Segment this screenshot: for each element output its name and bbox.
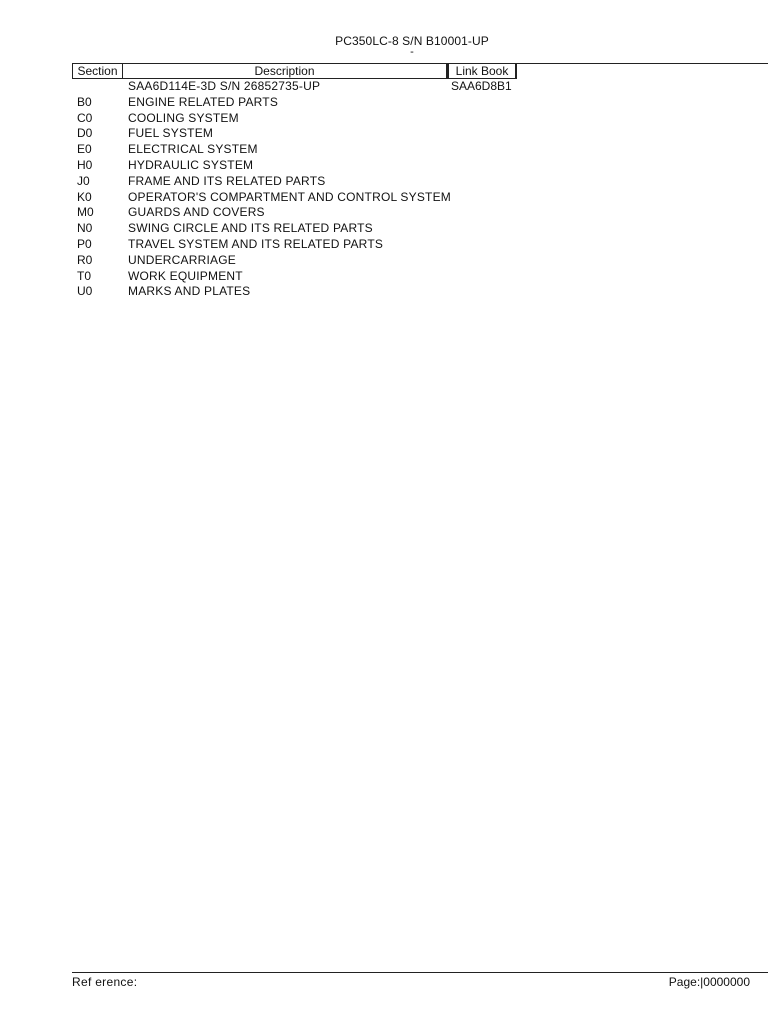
section-code: E0 <box>77 142 92 157</box>
footer-page-number: Page:|0000000 <box>668 975 750 989</box>
link-book: SAA6D8B1 <box>451 79 512 93</box>
section-description: MARKS AND PLATES <box>128 284 251 299</box>
section-description: SAA6D114E-3D S/N 26852735-UP <box>128 79 321 93</box>
table-row[interactable] <box>0 205 768 221</box>
table-row[interactable] <box>0 95 768 111</box>
section-description: SWING CIRCLE AND ITS RELATED PARTS <box>128 221 373 236</box>
section-description: HYDRAULIC SYSTEM <box>128 157 254 172</box>
column-header-description: Description <box>123 63 447 79</box>
section-description: FUEL SYSTEM <box>128 126 214 141</box>
section-description: TRAVEL SYSTEM AND ITS RELATED PARTS <box>128 236 384 251</box>
section-code: T0 <box>77 268 92 283</box>
parts-section-list <box>0 79 768 300</box>
section-code: M0 <box>77 205 94 220</box>
section-description: FRAME AND ITS RELATED PARTS <box>128 173 326 188</box>
section-code: P0 <box>77 236 92 251</box>
section-code: H0 <box>77 157 93 172</box>
footer-rule <box>72 972 768 973</box>
table-row[interactable] <box>0 190 768 206</box>
table-row[interactable] <box>0 126 768 142</box>
table-row[interactable] <box>0 269 768 285</box>
section-code: U0 <box>77 284 93 299</box>
section-code: J0 <box>77 173 90 188</box>
section-description: ENGINE RELATED PARTS <box>128 94 279 109</box>
table-row[interactable] <box>0 111 768 127</box>
section-code: N0 <box>77 221 93 236</box>
column-header-link-book: Link Book <box>447 63 517 79</box>
table-row[interactable] <box>0 253 768 269</box>
table-row[interactable] <box>0 174 768 190</box>
section-description: WORK EQUIPMENT <box>128 268 243 283</box>
section-code: C0 <box>77 110 93 125</box>
section-description: COOLING SYSTEM <box>128 110 239 125</box>
table-row[interactable] <box>0 221 768 237</box>
table-row[interactable] <box>0 158 768 174</box>
section-code: D0 <box>77 126 93 141</box>
section-description: UNDERCARRIAGE <box>128 252 236 267</box>
table-row[interactable] <box>0 237 768 253</box>
section-code: B0 <box>77 94 92 109</box>
column-header-section: Section <box>72 63 123 79</box>
document-subtitle: - <box>410 46 414 58</box>
table-row[interactable] <box>0 142 768 158</box>
section-description: ELECTRICAL SYSTEM <box>128 142 258 157</box>
section-description: GUARDS AND COVERS <box>128 205 265 220</box>
section-description: OPERATOR'S COMPARTMENT AND CONTROL SYSTEM <box>128 189 451 204</box>
table-row[interactable] <box>0 79 768 95</box>
section-code: K0 <box>77 189 92 204</box>
section-code: R0 <box>77 252 93 267</box>
document-title: PC350LC-8 S/N B10001-UP <box>335 34 489 48</box>
footer-reference: Ref erence: <box>72 975 138 989</box>
table-row[interactable] <box>0 284 768 300</box>
